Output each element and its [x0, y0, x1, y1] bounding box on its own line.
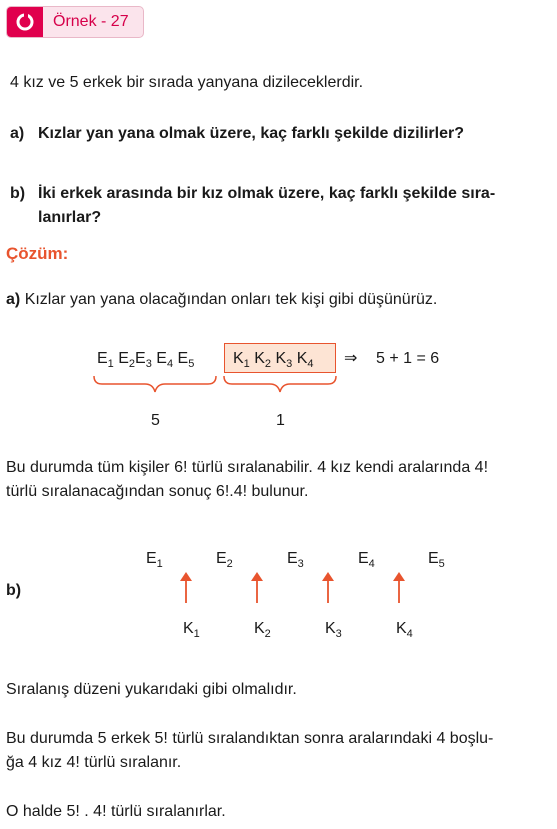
question-b-text-line2: lanırlar? — [38, 209, 102, 226]
circle-ring-icon — [7, 7, 43, 37]
brace-erkek-count: 5 — [151, 412, 160, 429]
equation: 5 + 1 = 6 — [376, 350, 440, 367]
implies-arrow: ⇒ — [344, 350, 358, 367]
b-erkek-3: $E_3$ — [287, 550, 304, 570]
brace-erkek — [94, 376, 216, 392]
b-kiz-2: $K_2$ — [254, 620, 271, 640]
b-kiz-1: $K_1$ — [183, 620, 200, 640]
paragraph-b-line2: ğa 4 kız 4! türlü sıralanır. — [6, 754, 182, 771]
kiz-term: $K_2$ — [254, 350, 272, 370]
question-b-text-line1: İki erkek arasında bir kız olmak üzere, kaç farklı şekilde sıra- — [38, 185, 496, 202]
solution-a-text: Kızlar yan yana olacağından onları tek kişi gibi düşünürüz. — [24, 291, 438, 308]
erkek-term: $E_4$ — [156, 350, 174, 370]
underbraces — [90, 374, 340, 404]
kiz-sequence — [233, 348, 314, 370]
erkek-term: $E_5$ — [177, 350, 195, 370]
paragraph-a-line1: Bu durumda tüm kişiler 6! türlü sıralanabilir. 4 kız kendi aralarında 4! — [6, 459, 489, 476]
example-badge — [6, 6, 144, 38]
brace-kiz — [224, 376, 336, 392]
b-kiz-3: $K_3$ — [325, 620, 342, 640]
up-arrow-icon — [178, 571, 194, 605]
question-a-text: Kızlar yan yana olmak üzere, kaç farklı şekilde dizilirler? — [38, 125, 464, 142]
b-erkek-4: $E_4$ — [358, 550, 375, 570]
up-arrow-icon — [391, 571, 407, 605]
b-kiz-4: $K_4$ — [396, 620, 413, 640]
question-a-label: a) — [10, 125, 25, 142]
kiz-term: $K_3$ — [275, 350, 293, 370]
erkek-term: $E_3$ — [135, 350, 152, 370]
kiz-term: $K_1$ — [233, 350, 250, 370]
solution-title: Çözüm: — [6, 244, 69, 263]
paragraph-b-line1: Bu durumda 5 erkek 5! türlü sıralandıktan sonra aralarındaki 4 boşlu- — [6, 730, 494, 747]
problem-intro: 4 kız ve 5 erkek bir sırada yanyana dizileceklerdir. — [10, 74, 364, 91]
b-erkek-1: $E_1$ — [146, 550, 163, 570]
solution-a-label: a) — [6, 291, 21, 308]
kiz-term: $K_4$ — [296, 350, 314, 370]
b-erkek-2: $E_2$ — [216, 550, 233, 570]
conclusion: O halde 5! . 4! türlü sıralanırlar. — [6, 803, 226, 820]
paragraph-a-line2: türlü sıralanacağından sonuç 6!.4! bulunur. — [6, 483, 309, 500]
up-arrow-icon — [249, 571, 265, 605]
erkek-sequence — [97, 348, 194, 370]
order-note: Sıralanış düzeni yukarıdaki gibi olmalıdır. — [6, 681, 297, 698]
example-title: Örnek - 27 — [53, 13, 129, 30]
up-arrow-icon — [320, 571, 336, 605]
question-b-label: b) — [10, 185, 26, 202]
solution-b-label: b) — [6, 582, 22, 599]
brace-kiz-count: 1 — [276, 412, 285, 429]
b-erkek-5: $E_5$ — [428, 550, 445, 570]
erkek-term: $E_2$ — [118, 350, 136, 370]
erkek-term: $E_1$ — [97, 350, 114, 370]
